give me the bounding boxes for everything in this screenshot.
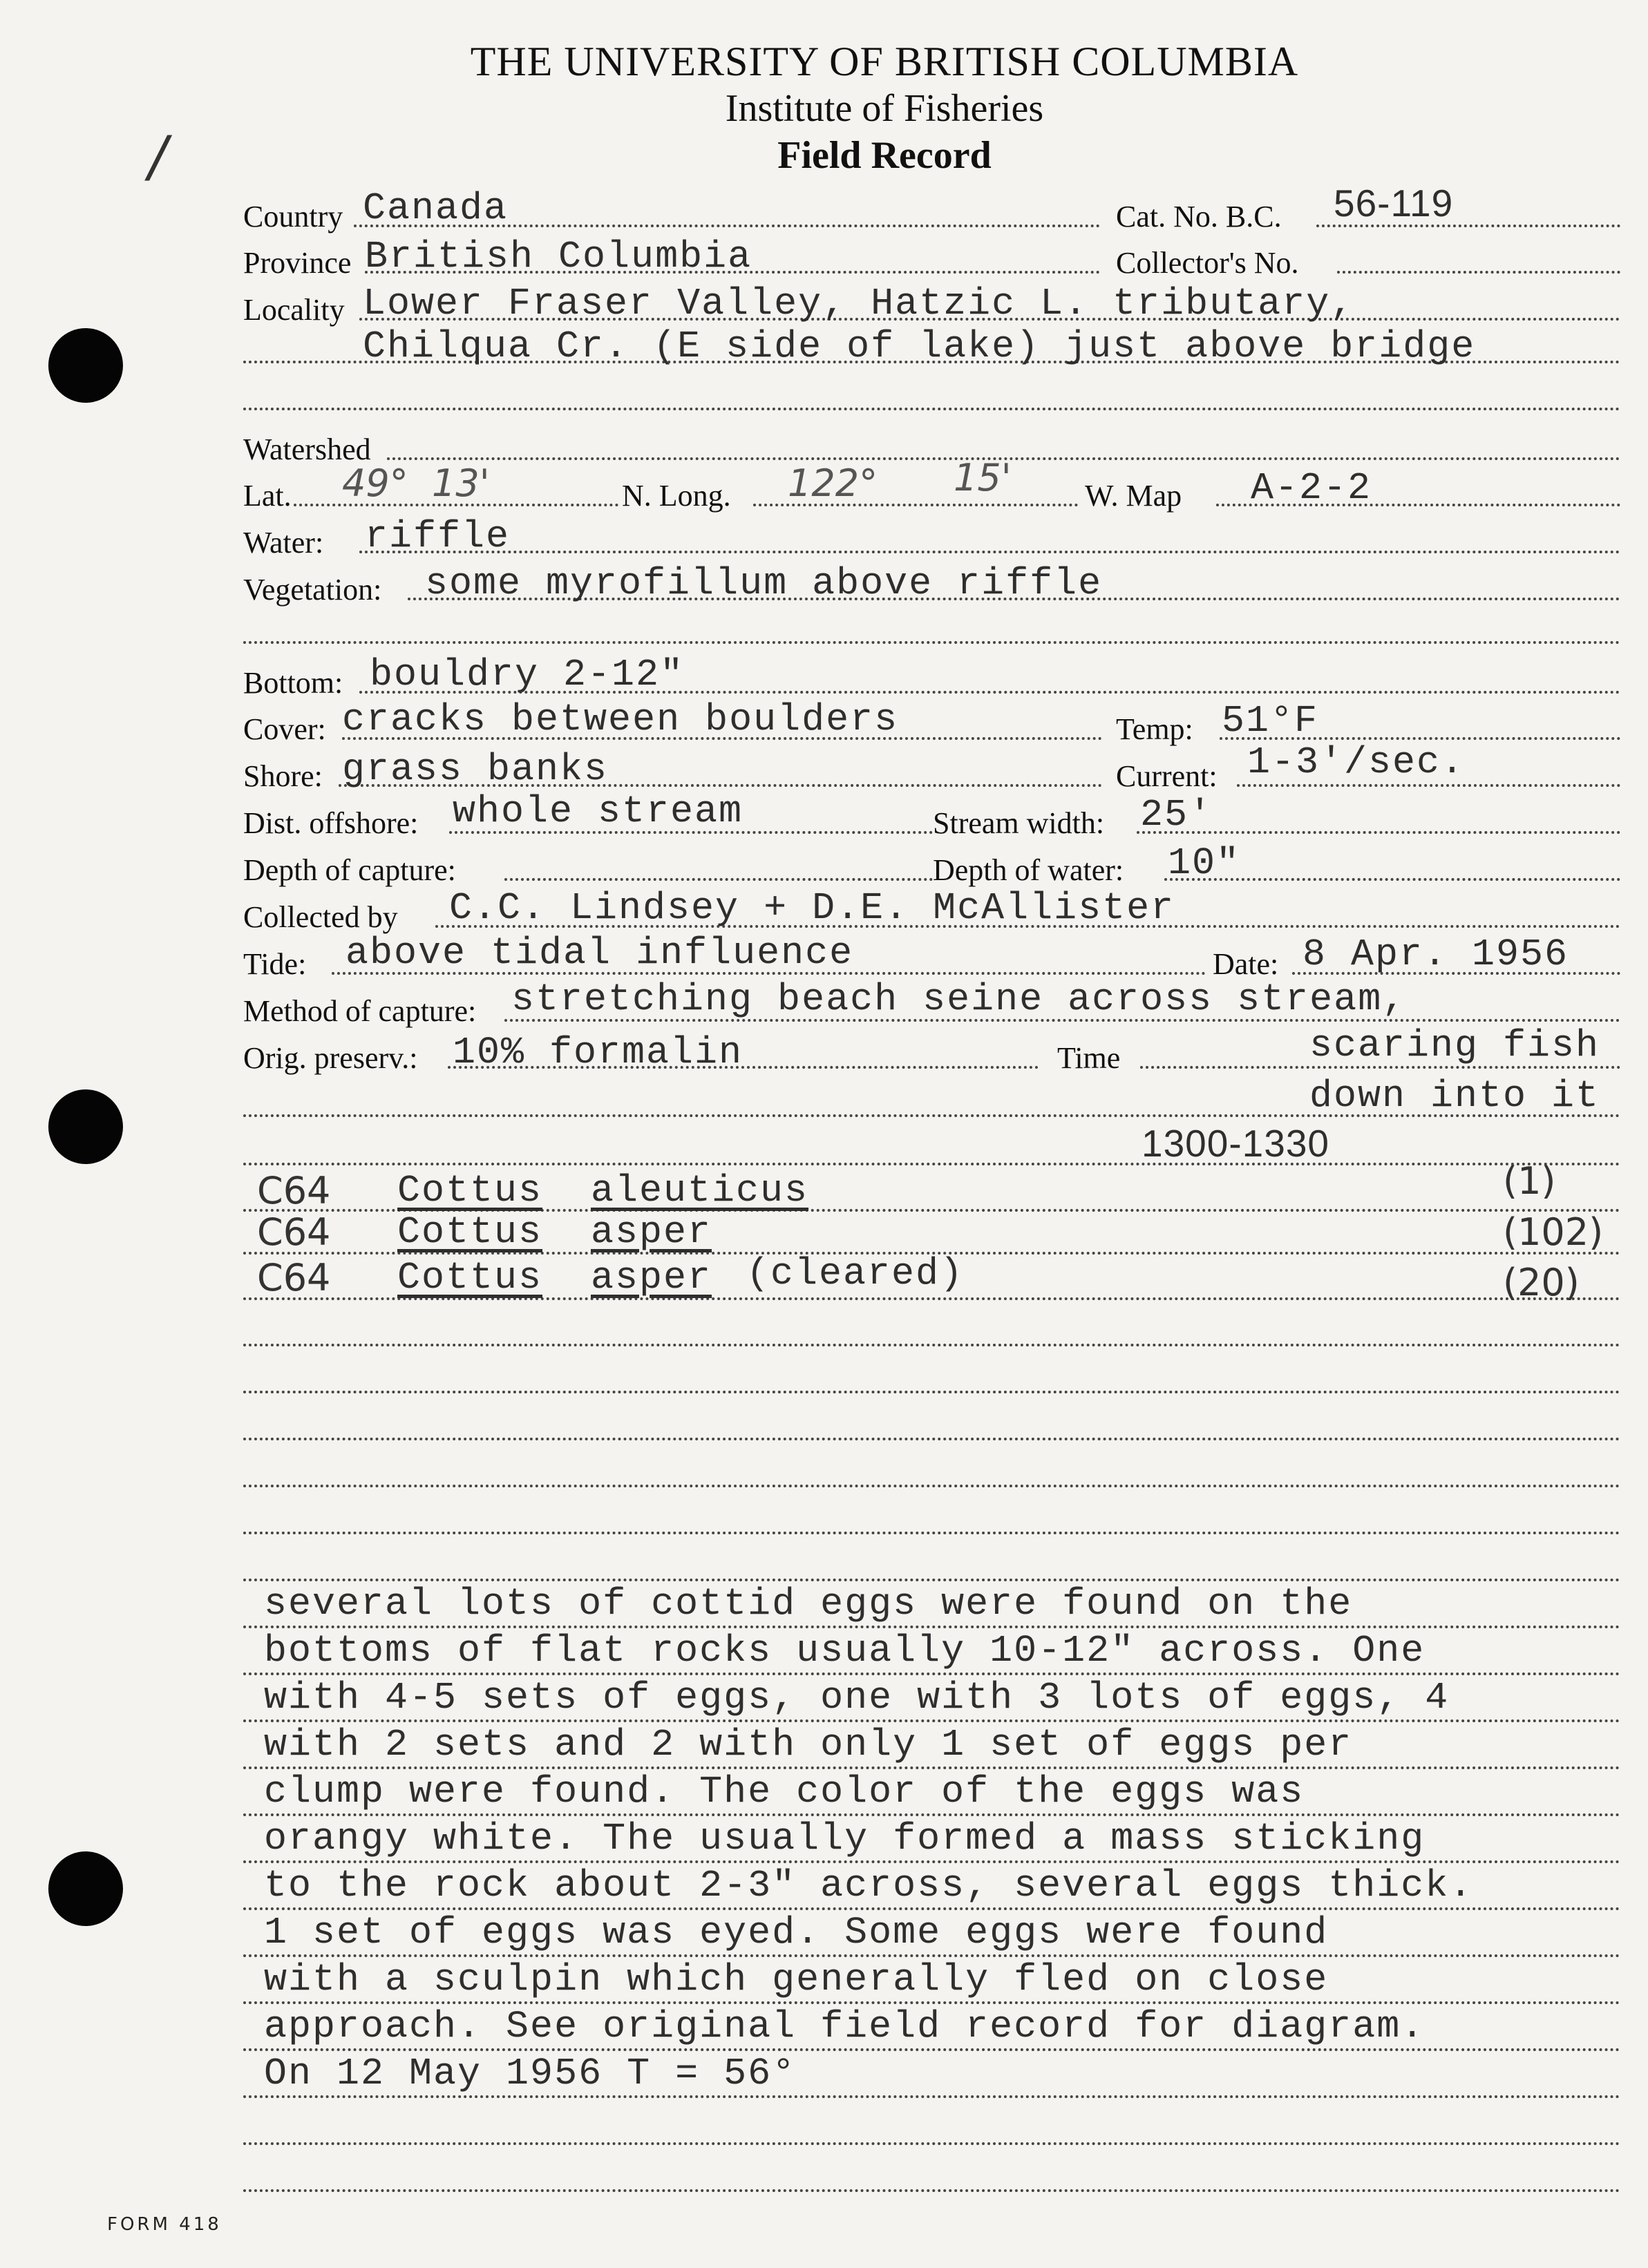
dotted-line bbox=[243, 1532, 1620, 1534]
specimen-genus: Cottus bbox=[397, 1210, 543, 1254]
note-line: with 4-5 sets of eggs, one with 3 lots of eggs, 4 bbox=[264, 1676, 1450, 1719]
punch-hole bbox=[48, 1089, 123, 1164]
specimen-code: C64 bbox=[257, 1210, 331, 1254]
note-line: orangy white. The usually formed a mass sticking bbox=[264, 1817, 1426, 1860]
method-value-1: stretching beach seine across stream, bbox=[511, 978, 1407, 1021]
lat-minutes: 13' bbox=[432, 461, 490, 505]
dotted-line bbox=[243, 1766, 1620, 1769]
temp-value: 51°F bbox=[1222, 699, 1319, 743]
stream-width-value: 25' bbox=[1140, 793, 1213, 837]
specimen-species: asper bbox=[591, 1256, 712, 1299]
dotted-line bbox=[243, 641, 1620, 644]
dotted-line bbox=[243, 2048, 1620, 2051]
specimen-count: (1) bbox=[1503, 1159, 1556, 1203]
locality-line-2: Chilqua Cr. (E side of lake) just above bridge bbox=[363, 325, 1476, 368]
note-line: On 12 May 1956 T = 56° bbox=[264, 2052, 797, 2095]
map-label: W. Map bbox=[1085, 479, 1182, 513]
collected-by-value: C.C. Lindsey + D.E. McAllister bbox=[449, 886, 1175, 930]
water-label: Water: bbox=[243, 526, 324, 560]
bottom-value: bouldry 2-12" bbox=[370, 653, 685, 696]
water-value: riffle bbox=[365, 515, 511, 558]
time-value: 1300-1330 bbox=[1142, 1122, 1330, 1165]
orig-preserv-value: 10% formalin bbox=[453, 1031, 744, 1074]
note-line: clump were found. The color of the eggs was bbox=[264, 1770, 1305, 1813]
specimen-code: C64 bbox=[257, 1256, 331, 1299]
temp-label: Temp: bbox=[1116, 712, 1193, 746]
vegetation-label: Vegetation: bbox=[243, 573, 382, 607]
depth-of-capture-label: Depth of capture: bbox=[243, 853, 456, 887]
dotted-line bbox=[243, 1860, 1620, 1863]
note-line: with 2 sets and 2 with only 1 set of eggs per bbox=[264, 1723, 1353, 1766]
current-value: 1-3'/sec. bbox=[1247, 741, 1466, 784]
dotted-line bbox=[243, 1485, 1620, 1487]
dotted-line bbox=[243, 1907, 1620, 1910]
punch-hole bbox=[48, 1851, 123, 1926]
specimen-genus: Cottus bbox=[397, 1169, 543, 1212]
form-number: FORM 418 bbox=[107, 2214, 222, 2235]
tide-label: Tide: bbox=[243, 947, 307, 981]
dotted-line bbox=[243, 2142, 1620, 2145]
note-line: approach. See original field record for diagram. bbox=[264, 2005, 1426, 2048]
dotted-line bbox=[243, 1579, 1620, 1581]
specimen-count: (102) bbox=[1503, 1210, 1604, 1254]
form-title: Field Record bbox=[777, 134, 992, 177]
method-value-3: down into it bbox=[1309, 1074, 1600, 1118]
dotted-line bbox=[243, 408, 1620, 410]
dotted-line bbox=[243, 1163, 1620, 1165]
stream-width-label: Stream width: bbox=[933, 806, 1105, 840]
specimen-note: (cleared) bbox=[746, 1252, 965, 1295]
dotted-line bbox=[243, 1344, 1620, 1346]
method-value-2: scaring fish bbox=[1309, 1024, 1600, 1067]
dotted-line bbox=[243, 1813, 1620, 1816]
dotted-line bbox=[243, 2095, 1620, 2098]
specimen-species: aleuticus bbox=[591, 1169, 809, 1212]
locality-label: Locality bbox=[243, 293, 345, 327]
country-label: Country bbox=[243, 200, 343, 234]
specimen-species: asper bbox=[591, 1210, 712, 1254]
dotted-line bbox=[243, 1954, 1620, 1957]
tide-value: above tidal influence bbox=[345, 931, 854, 975]
dotted-line bbox=[1337, 271, 1620, 274]
dotted-line bbox=[243, 1673, 1620, 1675]
collected-by-label: Collected by bbox=[243, 900, 398, 934]
dotted-line bbox=[243, 1438, 1620, 1440]
province-value: British Columbia bbox=[365, 235, 752, 278]
country-value: Canada bbox=[363, 187, 509, 230]
current-label: Current: bbox=[1116, 759, 1218, 793]
specimen-genus: Cottus bbox=[397, 1256, 543, 1299]
date-value: 8 Apr. 1956 bbox=[1303, 933, 1569, 976]
dotted-line bbox=[1237, 784, 1620, 787]
dotted-line bbox=[243, 1626, 1620, 1628]
dotted-line bbox=[243, 1391, 1620, 1393]
method-label: Method of capture: bbox=[243, 994, 477, 1028]
watershed-label: Watershed bbox=[243, 432, 371, 466]
depth-of-water-label: Depth of water: bbox=[933, 853, 1124, 887]
note-line: to the rock about 2-3" across, several eggs thick. bbox=[264, 1864, 1474, 1907]
cover-value: cracks between boulders bbox=[342, 698, 899, 741]
dotted-line bbox=[359, 551, 1620, 553]
note-line: bottoms of flat rocks usually 10-12" across. One bbox=[264, 1629, 1426, 1673]
specimen-code: C64 bbox=[257, 1169, 331, 1212]
locality-line-1: Lower Fraser Valley, Hatzic L. tributary, bbox=[363, 282, 1355, 325]
check-mark: / bbox=[149, 124, 167, 189]
note-line: with a sculpin which generally fled on close bbox=[264, 1958, 1329, 2001]
dist-offshore-label: Dist. offshore: bbox=[243, 806, 419, 840]
cover-label: Cover: bbox=[243, 712, 326, 746]
time-label: Time bbox=[1057, 1041, 1121, 1075]
note-line: 1 set of eggs was eyed. Some eggs were found bbox=[264, 1911, 1329, 1954]
dist-offshore-value: whole stream bbox=[453, 790, 744, 833]
province-label: Province bbox=[243, 246, 352, 280]
map-value: A-2-2 bbox=[1251, 466, 1372, 510]
institute-title: Institute of Fisheries bbox=[725, 87, 1044, 130]
bottom-label: Bottom: bbox=[243, 666, 343, 700]
date-label: Date: bbox=[1213, 947, 1279, 981]
shore-label: Shore: bbox=[243, 759, 323, 793]
collectors-no-label: Collector's No. bbox=[1116, 246, 1299, 280]
specimen-count: (20) bbox=[1503, 1261, 1580, 1304]
note-line: several lots of cottid eggs were found on the bbox=[264, 1582, 1353, 1626]
cat-no-value: 56-119 bbox=[1334, 182, 1454, 225]
dotted-line bbox=[243, 2001, 1620, 2004]
depth-of-water-value: 10" bbox=[1168, 841, 1241, 885]
shore-value: grass banks bbox=[342, 747, 609, 791]
long-minutes: 15' bbox=[954, 456, 1012, 499]
cat-no-label: Cat. No. B.C. bbox=[1116, 200, 1282, 234]
dotted-line bbox=[243, 1719, 1620, 1722]
long-degrees: 122° bbox=[788, 461, 878, 505]
long-label: N. Long. bbox=[622, 479, 731, 513]
lat-label: Lat. bbox=[243, 479, 292, 513]
lat-degrees: 49° bbox=[342, 461, 408, 505]
university-title: THE UNIVERSITY OF BRITISH COLUMBIA bbox=[470, 39, 1299, 84]
vegetation-value: some myrofillum above riffle bbox=[425, 562, 1103, 605]
orig-preserv-label: Orig. preserv.: bbox=[243, 1041, 418, 1075]
dotted-line bbox=[243, 2189, 1620, 2192]
dotted-line bbox=[504, 878, 933, 881]
punch-hole bbox=[48, 328, 123, 403]
